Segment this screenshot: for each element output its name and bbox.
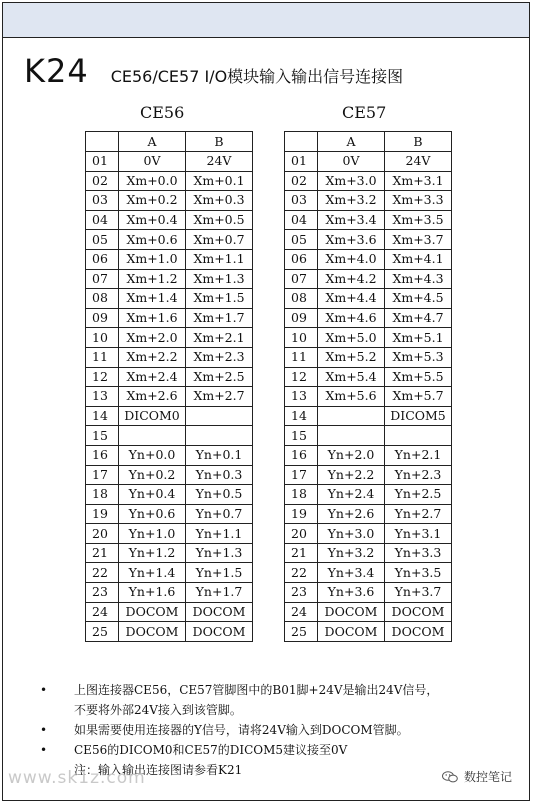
pin-b-signal: Yn+0.7 bbox=[186, 504, 253, 524]
note-text: 上图连接器CE56，CE57管脚图中的B01脚+24V是输出24V信号， bbox=[74, 683, 439, 697]
account-name: 数控笔记 bbox=[464, 770, 513, 784]
pin-number: 05 bbox=[285, 230, 318, 250]
pin-a-signal: DOCOM bbox=[119, 602, 186, 622]
site-watermark: www.sk1z.com bbox=[8, 768, 146, 788]
table-row bbox=[285, 504, 452, 524]
column-header-b: B bbox=[186, 132, 253, 152]
pin-number: 06 bbox=[285, 249, 318, 269]
table-row bbox=[285, 426, 452, 446]
table-row bbox=[86, 367, 253, 387]
pin-number: 06 bbox=[86, 249, 119, 269]
pin-b-signal: Yn+0.1 bbox=[186, 445, 253, 465]
table-row bbox=[285, 171, 452, 191]
pin-a-signal: Yn+0.2 bbox=[119, 465, 186, 485]
pin-a-signal: Yn+2.0 bbox=[318, 445, 385, 465]
pin-a-signal: Xm+0.2 bbox=[119, 191, 186, 211]
pin-a-signal: Xm+3.4 bbox=[318, 210, 385, 230]
table-row bbox=[86, 269, 253, 289]
table-row bbox=[86, 171, 253, 191]
pin-number: 04 bbox=[86, 210, 119, 230]
table-row bbox=[86, 387, 253, 407]
pin-number: 14 bbox=[86, 406, 119, 426]
pin-a-signal: Yn+1.4 bbox=[119, 563, 186, 583]
table-row bbox=[86, 406, 253, 426]
pin-b-signal: Xm+1.1 bbox=[186, 249, 253, 269]
pin-a-signal: Yn+1.6 bbox=[119, 583, 186, 603]
pin-a-signal: 0V bbox=[119, 152, 186, 172]
table-row bbox=[285, 406, 452, 426]
table-row bbox=[86, 622, 253, 642]
table-row bbox=[285, 308, 452, 328]
pin-b-signal: DICOM5 bbox=[385, 406, 452, 426]
pin-a-signal: Yn+3.4 bbox=[318, 563, 385, 583]
pin-b-signal: Xm+2.1 bbox=[186, 328, 253, 348]
table-row bbox=[285, 367, 452, 387]
table-row bbox=[285, 347, 452, 367]
pin-number: 21 bbox=[285, 543, 318, 563]
pin-b-signal: Yn+3.5 bbox=[385, 563, 452, 583]
table-row bbox=[86, 230, 253, 250]
table-row bbox=[86, 524, 253, 544]
note-item bbox=[40, 680, 438, 720]
pin-number: 12 bbox=[86, 367, 119, 387]
column-header-a: A bbox=[318, 132, 385, 152]
pin-a-signal: Yn+2.6 bbox=[318, 504, 385, 524]
table-row bbox=[285, 328, 452, 348]
table-row bbox=[285, 485, 452, 505]
pin-b-signal bbox=[186, 426, 253, 446]
table-row bbox=[285, 524, 452, 544]
pin-b-signal: Xm+1.7 bbox=[186, 308, 253, 328]
pin-number: 17 bbox=[86, 465, 119, 485]
column-header-a: A bbox=[119, 132, 186, 152]
pin-number: 18 bbox=[285, 485, 318, 505]
ce57-pin-table bbox=[284, 131, 452, 642]
pin-a-signal: Xm+4.2 bbox=[318, 269, 385, 289]
pin-b-signal: Xm+3.5 bbox=[385, 210, 452, 230]
pin-b-signal: Yn+1.7 bbox=[186, 583, 253, 603]
section-code: K24 bbox=[24, 52, 89, 90]
pin-number: 05 bbox=[86, 230, 119, 250]
pin-b-signal: Yn+2.3 bbox=[385, 465, 452, 485]
wechat-icon bbox=[442, 771, 458, 783]
pin-a-signal: Xm+4.4 bbox=[318, 289, 385, 309]
account-watermark bbox=[442, 768, 512, 785]
bullet: • bbox=[40, 743, 48, 757]
pin-b-signal: Yn+1.5 bbox=[186, 563, 253, 583]
pin-b-signal: Xm+0.1 bbox=[186, 171, 253, 191]
table-row bbox=[86, 485, 253, 505]
pin-a-signal: Xm+0.0 bbox=[119, 171, 186, 191]
pin-number: 23 bbox=[86, 583, 119, 603]
pin-a-signal: Xm+5.0 bbox=[318, 328, 385, 348]
pin-b-signal: Xm+1.3 bbox=[186, 269, 253, 289]
pin-a-signal: Xm+1.6 bbox=[119, 308, 186, 328]
pin-a-signal: Xm+5.6 bbox=[318, 387, 385, 407]
table-row bbox=[86, 289, 253, 309]
pin-a-signal: Xm+0.6 bbox=[119, 230, 186, 250]
pin-number: 11 bbox=[285, 347, 318, 367]
pin-number: 02 bbox=[285, 171, 318, 191]
table-row bbox=[86, 210, 253, 230]
table-row bbox=[86, 328, 253, 348]
pin-a-signal: Yn+3.0 bbox=[318, 524, 385, 544]
pin-a-signal bbox=[119, 426, 186, 446]
pin-a-signal: Xm+3.6 bbox=[318, 230, 385, 250]
pin-a-signal: Yn+0.4 bbox=[119, 485, 186, 505]
table-row bbox=[285, 543, 452, 563]
table-row bbox=[86, 152, 253, 172]
pin-b-signal: 24V bbox=[186, 152, 253, 172]
pin-number: 15 bbox=[285, 426, 318, 446]
pin-b-signal: Yn+2.1 bbox=[385, 445, 452, 465]
pin-b-signal: Yn+1.1 bbox=[186, 524, 253, 544]
bullet: • bbox=[40, 723, 48, 737]
note-text: CE56的DICOM0和CE57的DICOM5建议接至0V bbox=[74, 743, 348, 757]
table-row bbox=[285, 563, 452, 583]
pin-number: 20 bbox=[285, 524, 318, 544]
pin-number: 08 bbox=[86, 289, 119, 309]
pin-b-signal bbox=[186, 406, 253, 426]
notes-list bbox=[40, 680, 438, 780]
pin-a-signal: Xm+1.0 bbox=[119, 249, 186, 269]
pin-b-signal: Xm+2.5 bbox=[186, 367, 253, 387]
pin-a-signal: Yn+2.2 bbox=[318, 465, 385, 485]
pin-number: 13 bbox=[285, 387, 318, 407]
pin-b-signal: Xm+4.3 bbox=[385, 269, 452, 289]
header-band bbox=[2, 2, 530, 38]
table-row bbox=[285, 622, 452, 642]
pin-number: 21 bbox=[86, 543, 119, 563]
pin-number: 13 bbox=[86, 387, 119, 407]
pin-a-signal: DOCOM bbox=[318, 622, 385, 642]
pin-a-signal: Yn+0.0 bbox=[119, 445, 186, 465]
pin-a-signal: Yn+3.6 bbox=[318, 583, 385, 603]
table-row bbox=[285, 445, 452, 465]
pin-a-signal: Yn+0.6 bbox=[119, 504, 186, 524]
pin-b-signal: DOCOM bbox=[186, 622, 253, 642]
pin-a-signal: Yn+1.2 bbox=[119, 543, 186, 563]
pin-b-signal: Xm+5.3 bbox=[385, 347, 452, 367]
pin-number: 23 bbox=[285, 583, 318, 603]
pin-header-blank bbox=[285, 132, 318, 152]
pin-a-signal: DOCOM bbox=[119, 622, 186, 642]
table-row bbox=[285, 602, 452, 622]
pin-number: 12 bbox=[285, 367, 318, 387]
pin-a-signal: 0V bbox=[318, 152, 385, 172]
pin-number: 04 bbox=[285, 210, 318, 230]
pin-b-signal: Xm+0.7 bbox=[186, 230, 253, 250]
pin-number: 07 bbox=[285, 269, 318, 289]
table-row bbox=[285, 249, 452, 269]
pin-number: 19 bbox=[285, 504, 318, 524]
table-row bbox=[86, 308, 253, 328]
table-row bbox=[86, 563, 253, 583]
pin-b-signal: DOCOM bbox=[186, 602, 253, 622]
pin-b-signal: Yn+1.3 bbox=[186, 543, 253, 563]
pin-b-signal: Xm+2.7 bbox=[186, 387, 253, 407]
table-row bbox=[285, 152, 452, 172]
pin-number: 03 bbox=[285, 191, 318, 211]
pin-b-signal: Xm+5.5 bbox=[385, 367, 452, 387]
pin-a-signal: Xm+4.0 bbox=[318, 249, 385, 269]
pin-number: 10 bbox=[285, 328, 318, 348]
pin-b-signal: Xm+4.5 bbox=[385, 289, 452, 309]
note-item bbox=[40, 740, 438, 760]
pin-a-signal: Xm+0.4 bbox=[119, 210, 186, 230]
pin-number: 25 bbox=[285, 622, 318, 642]
pin-b-signal: Yn+2.5 bbox=[385, 485, 452, 505]
pin-a-signal: Xm+2.2 bbox=[119, 347, 186, 367]
pin-a-signal: Xm+3.2 bbox=[318, 191, 385, 211]
pin-b-signal: Yn+0.3 bbox=[186, 465, 253, 485]
table-row bbox=[86, 445, 253, 465]
pin-a-signal: Xm+2.6 bbox=[119, 387, 186, 407]
table-row bbox=[285, 289, 452, 309]
pin-number: 01 bbox=[285, 152, 318, 172]
table-row bbox=[86, 426, 253, 446]
pin-number: 09 bbox=[285, 308, 318, 328]
pin-number: 25 bbox=[86, 622, 119, 642]
pin-a-signal: Yn+1.0 bbox=[119, 524, 186, 544]
note-item bbox=[40, 720, 438, 740]
pin-number: 20 bbox=[86, 524, 119, 544]
pin-b-signal: Yn+2.7 bbox=[385, 504, 452, 524]
bullet: • bbox=[40, 683, 48, 697]
pin-a-signal bbox=[318, 426, 385, 446]
table-row bbox=[285, 465, 452, 485]
footnote: 注：输入输出连接图请参看K21 bbox=[74, 763, 243, 777]
pin-a-signal: Yn+3.2 bbox=[318, 543, 385, 563]
pin-b-signal: DOCOM bbox=[385, 602, 452, 622]
table-row bbox=[86, 602, 253, 622]
column-header-b: B bbox=[385, 132, 452, 152]
table-row bbox=[86, 191, 253, 211]
pin-number: 16 bbox=[285, 445, 318, 465]
pin-b-signal: DOCOM bbox=[385, 622, 452, 642]
pin-a-signal: Xm+5.2 bbox=[318, 347, 385, 367]
pin-b-signal: Xm+0.5 bbox=[186, 210, 253, 230]
pin-b-signal: Xm+4.7 bbox=[385, 308, 452, 328]
table-row bbox=[285, 583, 452, 603]
pin-number: 17 bbox=[285, 465, 318, 485]
pin-number: 09 bbox=[86, 308, 119, 328]
pin-a-signal: Xm+4.6 bbox=[318, 308, 385, 328]
pin-b-signal: Xm+3.1 bbox=[385, 171, 452, 191]
ce56-label: CE56 bbox=[140, 103, 185, 122]
pin-number: 03 bbox=[86, 191, 119, 211]
note-text: 如果需要使用连接器的Y信号，请将24V输入到DOCOM管脚。 bbox=[74, 723, 409, 737]
pin-b-signal: Yn+0.5 bbox=[186, 485, 253, 505]
pin-b-signal: Xm+4.1 bbox=[385, 249, 452, 269]
table-row bbox=[86, 347, 253, 367]
pin-b-signal bbox=[385, 426, 452, 446]
pin-number: 11 bbox=[86, 347, 119, 367]
pin-a-signal bbox=[318, 406, 385, 426]
pin-number: 07 bbox=[86, 269, 119, 289]
pin-number: 16 bbox=[86, 445, 119, 465]
pin-a-signal: Xm+5.4 bbox=[318, 367, 385, 387]
pin-number: 19 bbox=[86, 504, 119, 524]
pin-a-signal: Xm+1.4 bbox=[119, 289, 186, 309]
table-row bbox=[285, 191, 452, 211]
pin-a-signal: DICOM0 bbox=[119, 406, 186, 426]
note-text: 不要将外部24V接入到该管脚。 bbox=[74, 703, 242, 717]
pin-number: 14 bbox=[285, 406, 318, 426]
pin-b-signal: Xm+1.5 bbox=[186, 289, 253, 309]
pin-b-signal: Xm+5.7 bbox=[385, 387, 452, 407]
pin-number: 01 bbox=[86, 152, 119, 172]
table-row bbox=[86, 583, 253, 603]
table-row bbox=[285, 269, 452, 289]
pin-b-signal: Yn+3.1 bbox=[385, 524, 452, 544]
pin-b-signal: Xm+5.1 bbox=[385, 328, 452, 348]
table-row bbox=[285, 230, 452, 250]
pin-a-signal: Xm+3.0 bbox=[318, 171, 385, 191]
pin-number: 15 bbox=[86, 426, 119, 446]
table-row bbox=[86, 249, 253, 269]
table-row bbox=[86, 543, 253, 563]
pin-number: 22 bbox=[285, 563, 318, 583]
pin-b-signal: Xm+3.7 bbox=[385, 230, 452, 250]
pin-b-signal: Yn+3.3 bbox=[385, 543, 452, 563]
pin-header-blank bbox=[86, 132, 119, 152]
pin-number: 24 bbox=[285, 602, 318, 622]
pin-a-signal: Xm+2.4 bbox=[119, 367, 186, 387]
ce56-pin-table bbox=[85, 131, 253, 642]
page-heading bbox=[24, 52, 403, 90]
pin-b-signal: Xm+0.3 bbox=[186, 191, 253, 211]
pin-a-signal: Yn+2.4 bbox=[318, 485, 385, 505]
pin-b-signal: Yn+3.7 bbox=[385, 583, 452, 603]
table-row bbox=[285, 210, 452, 230]
table-row bbox=[86, 465, 253, 485]
pin-number: 10 bbox=[86, 328, 119, 348]
pin-number: 08 bbox=[285, 289, 318, 309]
pin-b-signal: Xm+2.3 bbox=[186, 347, 253, 367]
table-row bbox=[285, 387, 452, 407]
pin-number: 02 bbox=[86, 171, 119, 191]
pin-number: 24 bbox=[86, 602, 119, 622]
table-row bbox=[86, 504, 253, 524]
pin-a-signal: Xm+2.0 bbox=[119, 328, 186, 348]
pin-number: 22 bbox=[86, 563, 119, 583]
pin-b-signal: Xm+3.3 bbox=[385, 191, 452, 211]
pin-number: 18 bbox=[86, 485, 119, 505]
pin-b-signal: 24V bbox=[385, 152, 452, 172]
ce57-label: CE57 bbox=[342, 103, 387, 122]
pin-a-signal: DOCOM bbox=[318, 602, 385, 622]
pin-a-signal: Xm+1.2 bbox=[119, 269, 186, 289]
page-title: CE56/CE57 I/O模块输入输出信号连接图 bbox=[110, 67, 404, 86]
